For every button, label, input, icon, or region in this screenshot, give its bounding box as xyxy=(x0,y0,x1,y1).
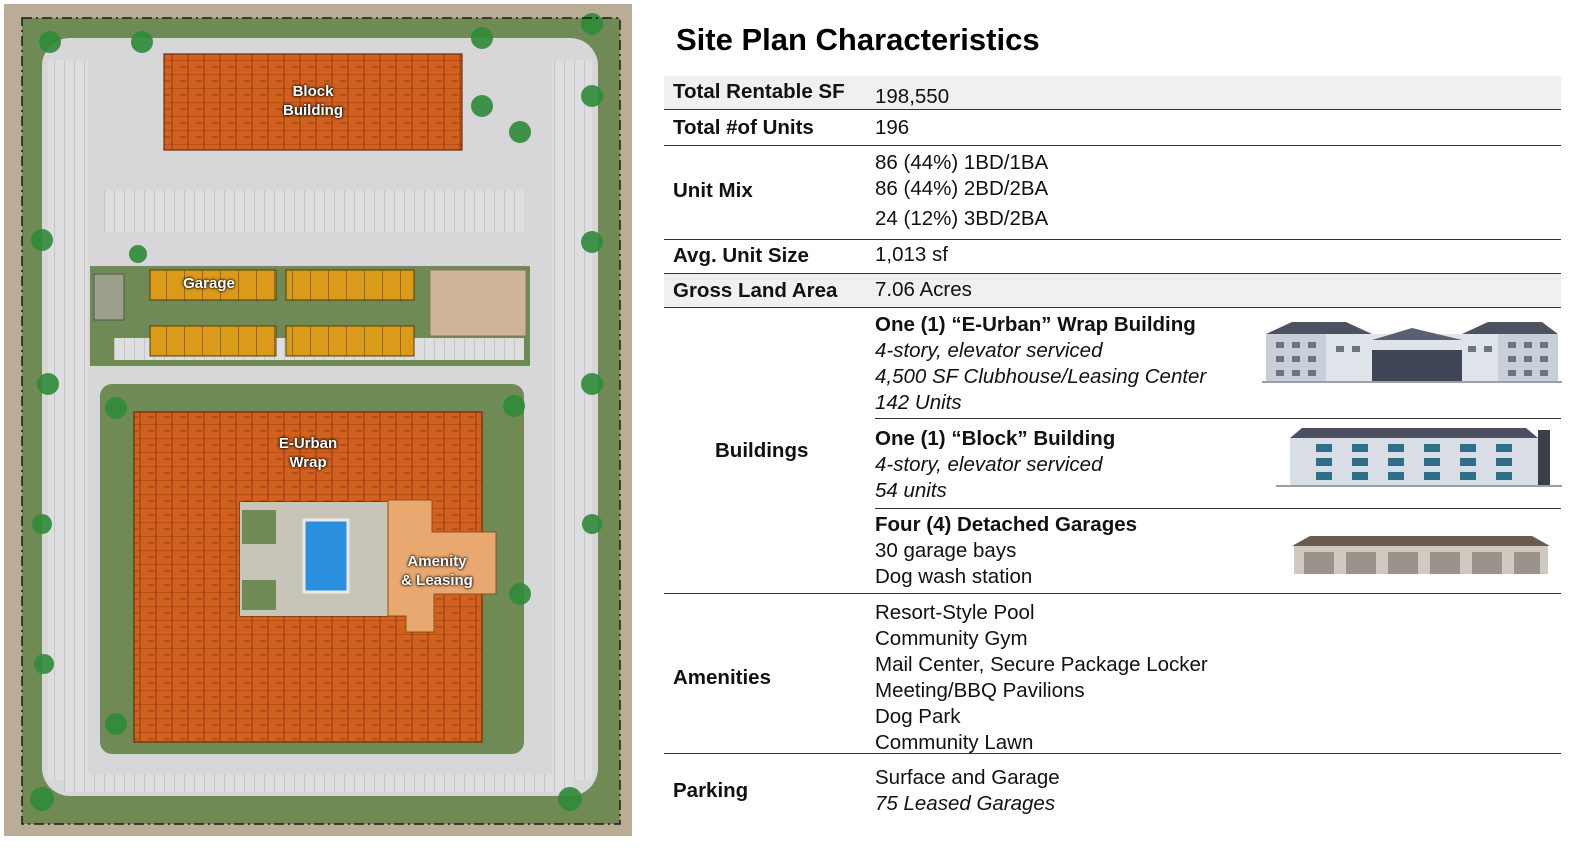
parking-line: Surface and Garage xyxy=(875,766,1060,789)
garage-2 xyxy=(286,270,414,300)
building-garages-line: 30 garage bays xyxy=(875,539,1017,562)
amenity-item: Mail Center, Secure Package Locker xyxy=(875,653,1208,676)
building-block xyxy=(875,426,1115,504)
row-label: Total #of Units xyxy=(673,116,814,139)
building-garages-line: Dog wash station xyxy=(875,565,1033,588)
row-label: Total Rentable SF xyxy=(673,80,845,103)
building-block-line: 54 units xyxy=(875,479,947,502)
building-wrap xyxy=(875,312,1206,416)
building-wrap-line: 4,500 SF Clubhouse/Leasing Center xyxy=(875,365,1207,388)
building-wrap-heading: One (1) “E-Urban” Wrap Building xyxy=(875,313,1196,336)
page-title: Site Plan Characteristics xyxy=(676,22,1040,57)
row-total-rentable-sf xyxy=(664,76,1561,110)
row-value xyxy=(875,150,1048,232)
unit-mix-line: 86 (44%) 1BD/1BA xyxy=(875,151,1049,174)
amenity-item: Community Lawn xyxy=(875,731,1034,754)
site-plan-map xyxy=(4,4,632,836)
row-avg-unit-size xyxy=(664,240,1561,274)
row-value: 198,550 xyxy=(875,85,950,108)
row-value xyxy=(875,600,1208,756)
garage-elevation xyxy=(1290,534,1552,578)
building-block-heading: One (1) “Block” Building xyxy=(875,427,1116,450)
row-value: 1,013 sf xyxy=(875,243,948,266)
wrap-building-elevation xyxy=(1262,316,1562,384)
block-building-elevation xyxy=(1276,426,1562,488)
building-garages-heading: Four (4) Detached Garages xyxy=(875,513,1138,536)
parking-line: 75 Leased Garages xyxy=(875,792,1056,815)
garage-4 xyxy=(286,326,414,356)
row-label: Gross Land Area xyxy=(673,279,838,302)
parking-west xyxy=(48,60,88,780)
garage-3 xyxy=(150,326,276,356)
row-buildings xyxy=(664,308,1561,594)
row-value xyxy=(875,765,1060,817)
row-label: Unit Mix xyxy=(673,179,753,202)
row-label: Avg. Unit Size xyxy=(673,244,809,267)
row-total-units xyxy=(664,110,1561,146)
parking-south xyxy=(64,774,574,792)
parking-east xyxy=(552,60,592,780)
row-value: 7.06 Acres xyxy=(875,278,972,301)
amenity-item: Community Gym xyxy=(875,627,1028,650)
label-amenity-leasing: Amenity & Leasing xyxy=(401,553,473,589)
site-plan-drawing xyxy=(4,4,632,836)
building-garages xyxy=(875,512,1137,590)
row-label: Buildings xyxy=(715,439,809,462)
label-e-urban-wrap: E-Urban Wrap xyxy=(278,435,338,471)
row-label: Parking xyxy=(673,779,749,802)
unit-mix-line: 86 (44%) 2BD/2BA xyxy=(875,177,1049,200)
amenity-item: Meeting/BBQ Pavilions xyxy=(875,679,1085,702)
amenity-item: Dog Park xyxy=(875,705,961,728)
label-block-building: Block Building xyxy=(283,83,343,119)
unit-mix-line: 24 (12%) 3BD/2BA xyxy=(875,207,1049,230)
label-garage: Garage xyxy=(183,275,235,292)
row-label: Amenities xyxy=(673,666,771,689)
building-wrap-line: 4-story, elevator serviced xyxy=(875,339,1103,362)
row-amenities xyxy=(664,594,1561,754)
row-value: 196 xyxy=(875,116,910,139)
pool xyxy=(304,520,348,592)
building-block-line: 4-story, elevator serviced xyxy=(875,453,1103,476)
row-parking xyxy=(664,754,1561,830)
row-gross-land-area xyxy=(664,274,1561,308)
building-wrap-line: 142 Units xyxy=(875,391,962,414)
dog-park xyxy=(430,270,526,336)
amenity-item: Resort-Style Pool xyxy=(875,601,1035,624)
parking-middle xyxy=(104,190,524,232)
row-unit-mix xyxy=(664,146,1561,240)
